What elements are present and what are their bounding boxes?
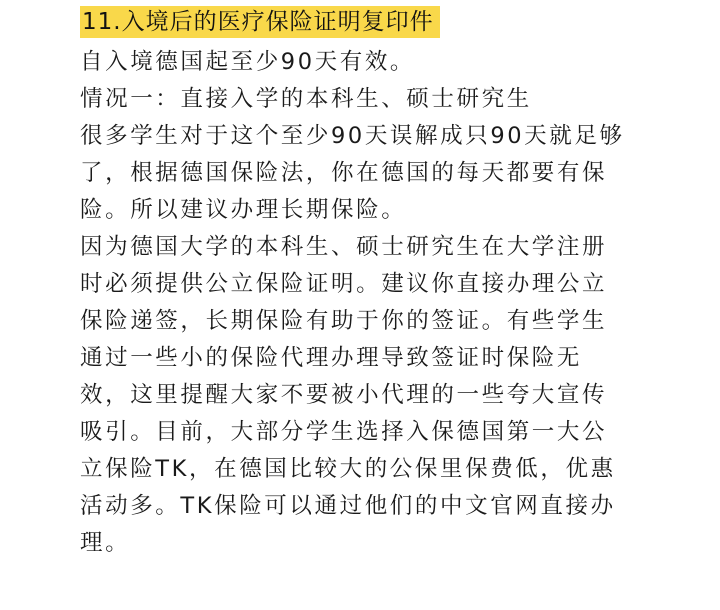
text-line: 了，根据德国保险法，你在德国的每天都要有保: [80, 160, 608, 186]
text-line: 险。所以建议办理长期保险。: [80, 197, 407, 223]
paragraph: [80, 44, 640, 562]
text-line: 吸引。目前，大部分学生选择入保德国第一大公: [80, 419, 608, 445]
text-line: 活动多。TK保险可以通过他们的中文官网直接办: [80, 493, 616, 519]
text-line: 立保险TK，在德国比较大的公保里保费低，优惠: [80, 456, 616, 482]
text-line: 效，这里提醒大家不要被小代理的一些夸大宣传: [80, 382, 608, 408]
text-line: 时必须提供公立保险证明。建议你直接办理公立: [80, 271, 608, 297]
text-line: 自入境德国起至少90天有效。: [80, 49, 416, 75]
text-line: 情况一：直接入学的本科生、硕士研究生: [80, 86, 532, 112]
text-line: 因为德国大学的本科生、硕士研究生在大学注册: [80, 234, 608, 260]
document-body: [80, 6, 640, 562]
text-line: 理。: [80, 530, 131, 556]
section-heading: 11.入境后的医疗保险证明复印件: [80, 6, 440, 38]
text-line: 很多学生对于这个至少90天误解成只90天就足够: [80, 123, 625, 149]
text-line: 保险递签，长期保险有助于你的签证。有些学生: [80, 308, 608, 334]
text-line: 通过一些小的保险代理办理导致签证时保险无: [80, 345, 583, 371]
